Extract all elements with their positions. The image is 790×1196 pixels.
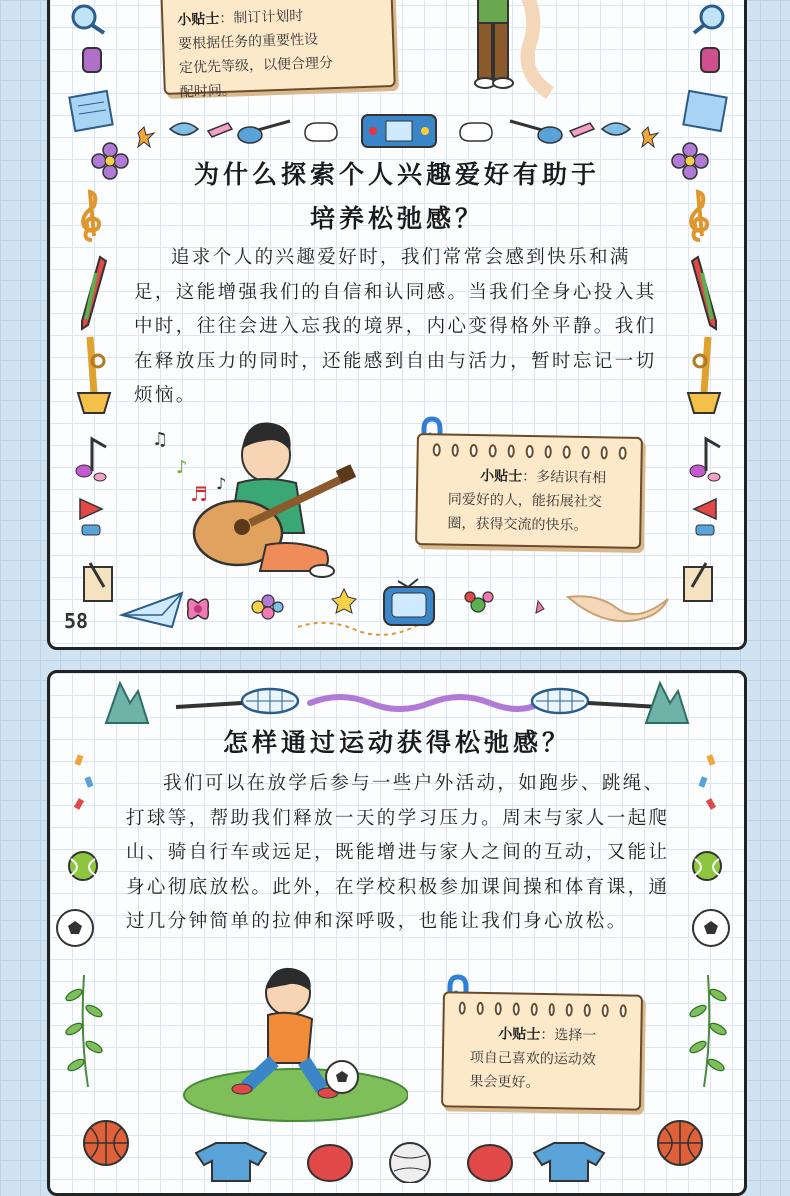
- tip-line: 定优先等级，以便合理分: [178, 55, 334, 77]
- sports-border-decoration: [100, 677, 690, 729]
- trumpet-icon: [684, 333, 730, 419]
- pencil-icon: [690, 253, 720, 333]
- tip-card-rings: [433, 443, 627, 460]
- section-body-text: 我们可以在放学后参与一些户外活动，如跑步、跳绳、打球等，帮助我们释放一天的学习压力。周末与家人一起爬山、骑自行车或远足，既能增进与家人之间的互动，又能让身心彻底放松。此外，在学校积极参加课间操和体育课，通过几分钟简单的拉伸和深呼吸，也能让我们身心放松。: [126, 773, 670, 932]
- notepaper-icon: [68, 88, 120, 134]
- tip-text: ：制订计划时: [219, 8, 304, 28]
- tip-label: 小贴士: [498, 1026, 541, 1043]
- ribbon-icon: [688, 495, 722, 541]
- music-note-icon: [72, 433, 112, 483]
- tip-line: 配时间。: [179, 82, 237, 101]
- tip-line: 项自己喜欢的运动效: [469, 1049, 596, 1068]
- page-59: [47, 670, 747, 1196]
- boy-playing-guitar-illustration: [146, 415, 356, 585]
- music-note-icon: [686, 433, 726, 483]
- eraser-icon: [80, 45, 104, 75]
- tennis-ball-icon: [690, 849, 724, 883]
- section-body-text: 追求个人的兴趣爱好时，我们常常会感到快乐和满足，这能增强我们的自信和认同感。当我们全身心投入其中时，往往会进入忘我的境界，内心变得格外平静。我们在释放压力的同时，还能感到自由与活力，暂时忘记一切烦恼。: [134, 247, 657, 406]
- tip-card-top: [160, 0, 396, 101]
- tip-label: 小贴士: [480, 468, 523, 485]
- notepad-icon: [78, 557, 118, 605]
- bottom-stationery-decoration: [118, 575, 678, 639]
- tip-line: [458, 1022, 626, 1049]
- eraser-icon: [698, 45, 722, 75]
- tip-label: 小贴士: [177, 11, 220, 29]
- magnifier-icon: [68, 1, 108, 37]
- notepad-icon: [678, 557, 718, 605]
- ribbon-icon: [74, 495, 108, 541]
- svg-text:♬: ♬: [190, 482, 208, 506]
- trumpet-icon: [68, 333, 114, 419]
- tip-line: 同爱好的人，能拓展社交: [447, 491, 602, 511]
- magnifier-icon: [690, 1, 730, 37]
- notepaper-icon: [676, 88, 728, 134]
- tip-text: ：选择一: [540, 1026, 597, 1044]
- svg-text:♪: ♪: [216, 474, 227, 493]
- tip-text: ：多结识有相: [522, 468, 607, 487]
- section-title: 为什么探索个人兴趣爱好有助于: [193, 160, 600, 189]
- soccer-ball-icon: [54, 907, 96, 949]
- tip-card: [441, 991, 643, 1110]
- tip-line: [432, 463, 626, 490]
- tip-line: 果会更好。: [469, 1073, 540, 1091]
- boy-playing-soccer-illustration: [178, 967, 408, 1127]
- pencil-icon: [78, 253, 108, 333]
- confetti-decoration: [694, 751, 724, 821]
- person-reading-scroll-illustration: [460, 0, 570, 109]
- stationery-border-decoration: [130, 109, 670, 153]
- tip-line: 要根据任务的重要性设: [177, 31, 319, 53]
- leaf-vine-decoration: [62, 971, 106, 1091]
- svg-text:♫: ♫: [152, 429, 169, 450]
- leaf-vine-decoration: [686, 971, 730, 1091]
- basketball-icon: [80, 1117, 132, 1169]
- tennis-ball-icon: [66, 849, 100, 883]
- section-title-continued: 培养松弛感？: [309, 204, 484, 233]
- basketball-icon: [654, 1117, 706, 1169]
- tip-card-rings: [459, 1002, 627, 1019]
- confetti-decoration: [70, 751, 100, 821]
- tip-line: 圈，获得交流的快乐。: [447, 515, 588, 535]
- svg-text:♪: ♪: [176, 457, 188, 478]
- page-58: [47, 0, 747, 650]
- page-number: 58: [64, 609, 89, 633]
- tip-card: [415, 433, 643, 549]
- soccer-ball-icon: [690, 907, 732, 949]
- sports-items-bottom-decoration: [190, 1133, 610, 1183]
- section-title: 怎样通过运动获得松弛感？: [222, 728, 571, 757]
